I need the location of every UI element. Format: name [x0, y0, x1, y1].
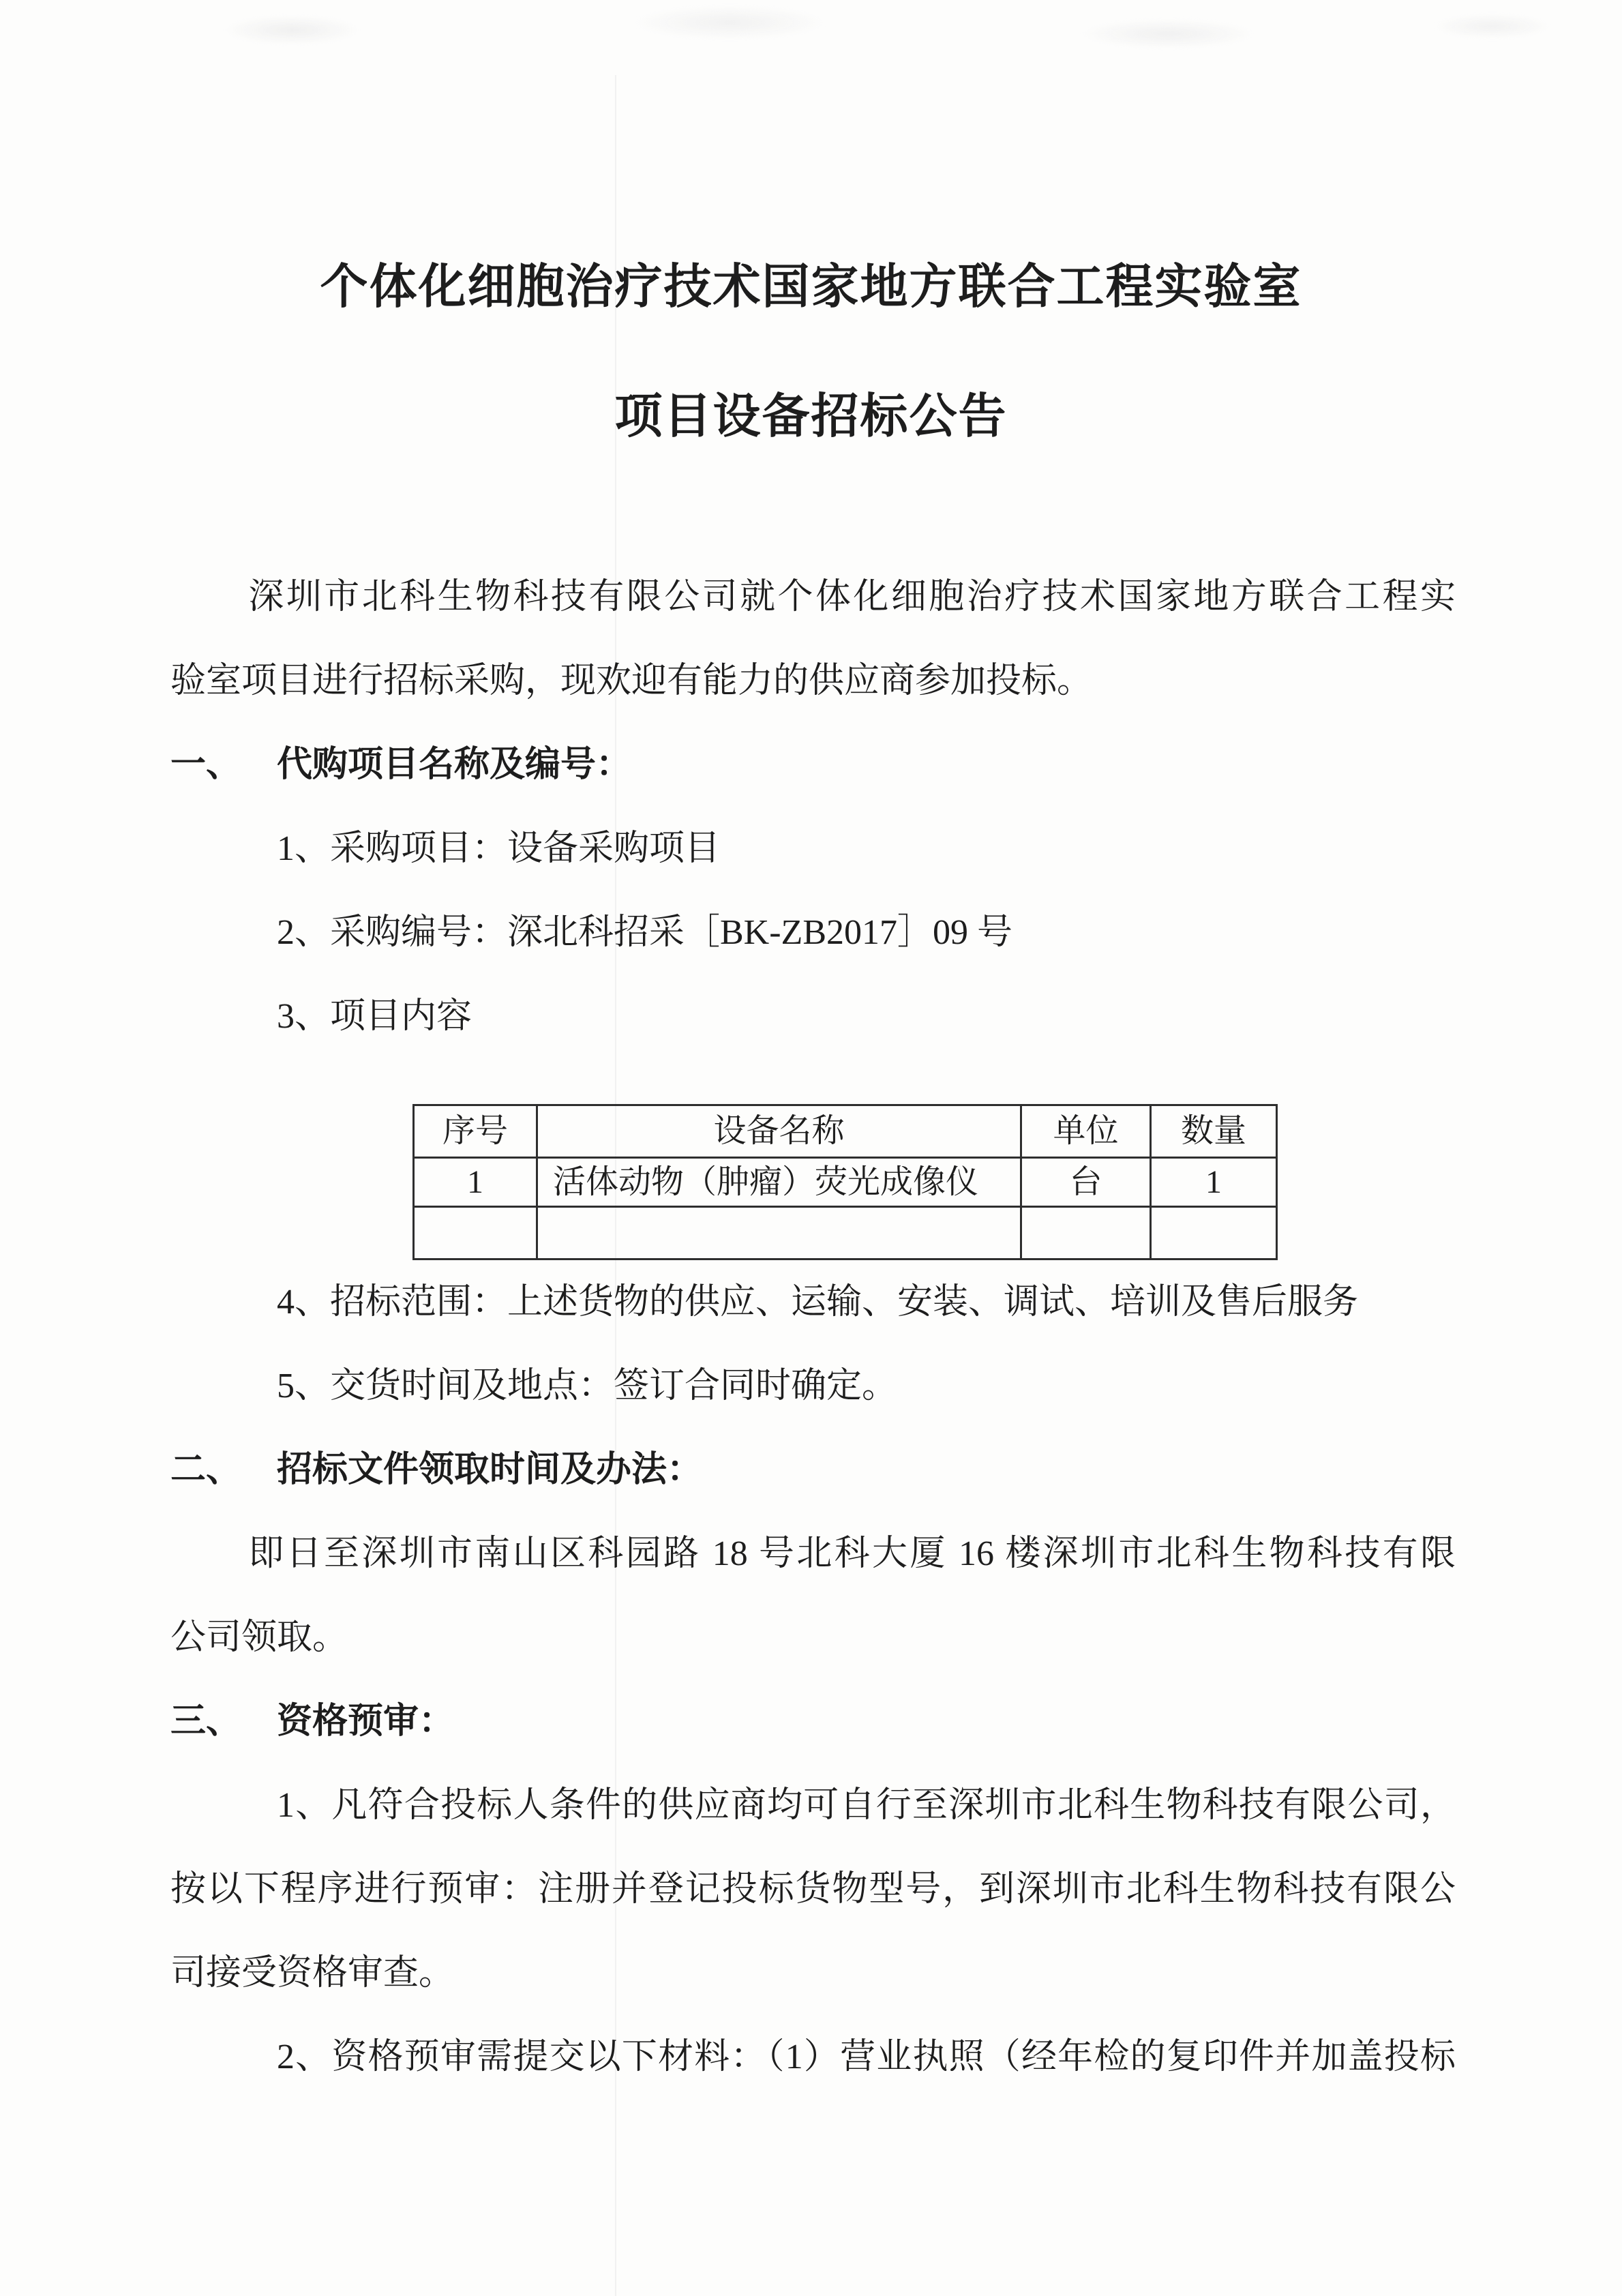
prequalification-item-1-line-2: 按以下程序进行预审：注册并登记投标货物型号，到深圳市北科生物科技有限公	[170, 1870, 1456, 1909]
section-1-item-purchase-number: 2、采购编号：深北科招采［BK-ZB2017］09 号	[277, 913, 1013, 952]
section-1-item-bid-scope: 4、招标范围：上述货物的供应、运输、安装、调试、培训及售后服务	[277, 1283, 1359, 1322]
equipment-table-header-row	[414, 1105, 1277, 1158]
equipment-row-2-unit	[1021, 1207, 1151, 1259]
prequalification-item-2-line-1: 2、资格预审需提交以下材料：（1）营业执照（经年检的复印件并加盖投标	[277, 2038, 1456, 2076]
equipment-table-header-seq: 序号	[414, 1105, 537, 1158]
section-2-body-line-2: 公司领取。	[170, 1618, 348, 1657]
document-title-line-1: 个体化细胞治疗技术国家地方联合工程实验室	[320, 261, 1302, 314]
section-1-item-purchase-project: 1、采购项目：设备采购项目	[277, 829, 721, 868]
equipment-row-1-qty: 1	[1151, 1158, 1277, 1207]
equipment-table-header-unit: 单位	[1021, 1105, 1151, 1158]
equipment-row-1-seq: 1	[414, 1158, 537, 1207]
equipment-row-1-unit: 台	[1021, 1158, 1151, 1207]
section-3-heading-text: 资格预审：	[277, 1702, 455, 1741]
equipment-table-row-1	[414, 1158, 1277, 1207]
intro-line-2: 验室项目进行招标采购，现欢迎有能力的供应商参加投标。	[170, 661, 1093, 700]
section-1-heading	[170, 723, 1456, 807]
equipment-row-1-name: 活体动物（肿瘤）荧光成像仪	[537, 1158, 1021, 1207]
document-body	[170, 555, 1456, 2099]
intro-line-1: 深圳市北科生物科技有限公司就个体化细胞治疗技术国家地方联合工程实	[248, 578, 1456, 616]
prequalification-item-1-line-3: 司接受资格审查。	[170, 1954, 455, 1993]
section-1-item-delivery: 5、交货时间及地点：签订合同时确定。	[277, 1367, 898, 1405]
prequalification-item-1-line-1: 1、凡符合投标人条件的供应商均可自行至深圳市北科生物科技有限公司，	[277, 1786, 1456, 1825]
equipment-row-2-seq	[414, 1207, 537, 1259]
equipment-table-header-name: 设备名称	[537, 1105, 1021, 1158]
section-1-item-project-content: 3、项目内容	[277, 997, 472, 1036]
section-1-label: 一、	[170, 745, 242, 784]
section-2-body-line-1: 即日至深圳市南山区科园路 18 号北科大厦 16 楼深圳市北科生物科技有限	[248, 1534, 1456, 1573]
section-2-heading-text: 招标文件领取时间及办法：	[277, 1450, 703, 1489]
section-2-heading	[170, 1428, 1456, 1512]
equipment-table-header-qty: 数量	[1151, 1105, 1277, 1158]
equipment-table	[412, 1104, 1278, 1260]
section-3-label: 三、	[170, 1702, 242, 1741]
equipment-row-2-qty	[1151, 1207, 1277, 1259]
scan-noise-band	[0, 0, 1622, 75]
equipment-table-row-2	[414, 1207, 1277, 1259]
section-1-heading-text: 代购项目名称及编号：	[277, 745, 632, 784]
section-2-label: 二、	[170, 1450, 242, 1489]
equipment-row-2-name	[537, 1207, 1021, 1259]
document-title-line-2: 项目设备招标公告	[614, 391, 1008, 443]
section-3-heading	[170, 1680, 1456, 1763]
